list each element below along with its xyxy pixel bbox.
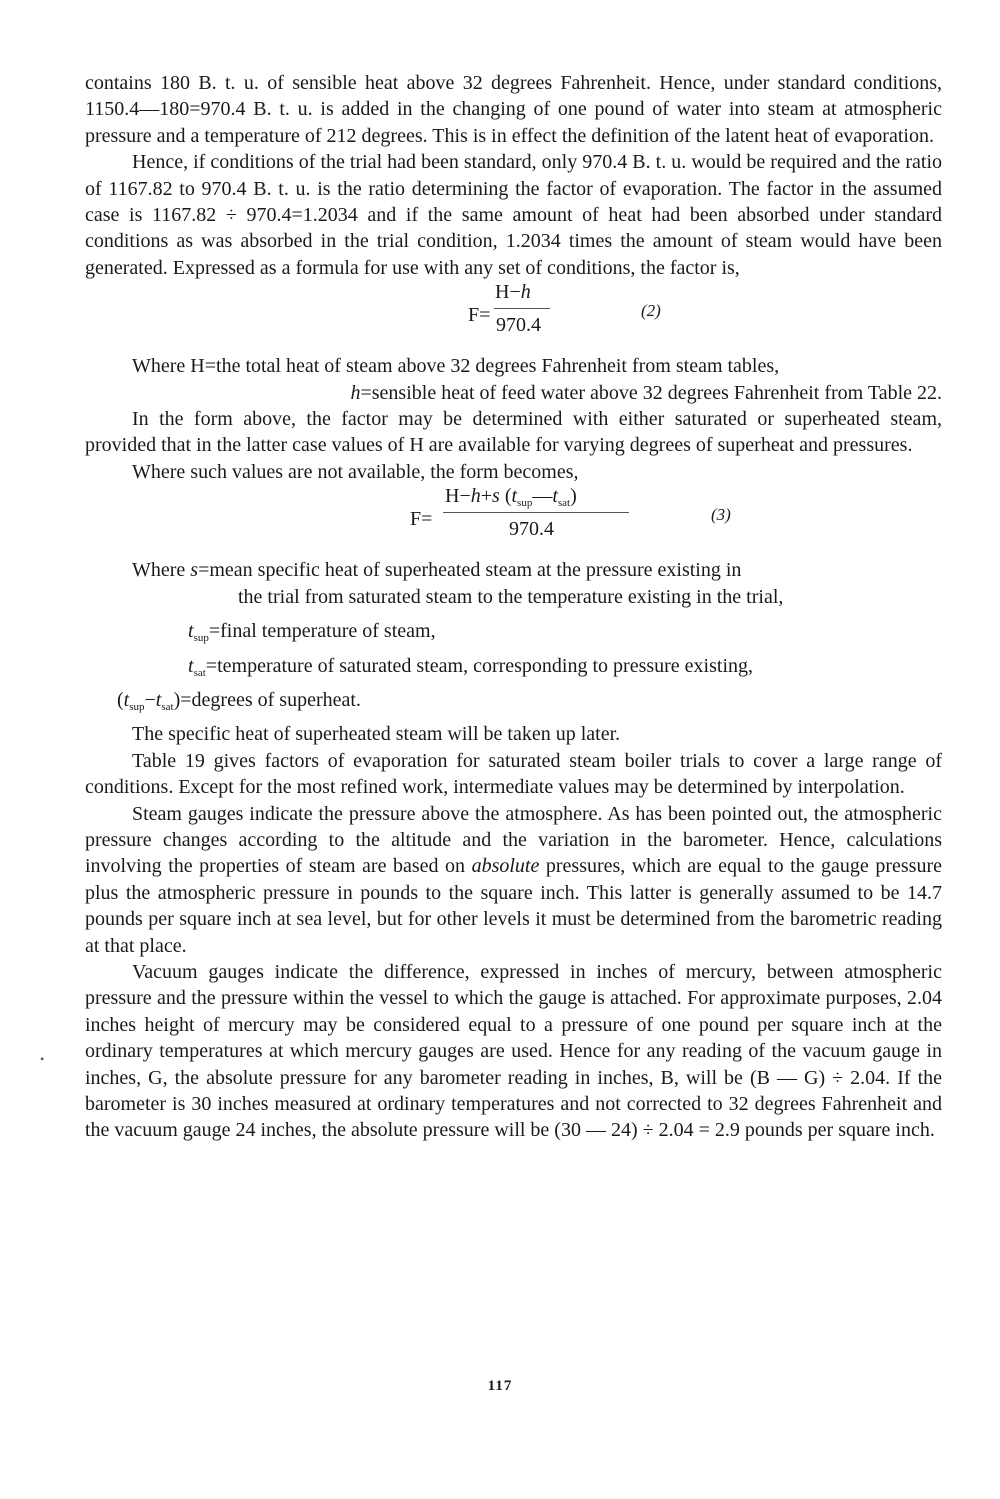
page-body	[85, 70, 942, 1144]
formula-3-lhs: F=	[410, 508, 433, 531]
definition-t-sat: $t_{sat}=temperature$ of saturated steam, corresponding to pressure existing,	[188, 654, 754, 679]
paragraph-latent-heat: contains 180 B. t. u. of sensible heat above 32 degrees Fahrenheit. Hence, under standard conditions, 1150.4—180=970.4 B. t. u. is added in the changing of one pound of water into steam at atmospheric pressure and a temperature of 212 degrees. This is in effect the definition of the latent heat of evaporation.	[85, 72, 942, 147]
definition-s: Where s=mean specific heat of superheated steam at the pressure existing in	[132, 559, 742, 582]
formula-2-number: (2)	[641, 301, 661, 321]
formula-3-denominator: 970.4	[509, 518, 554, 541]
formula-3	[85, 485, 942, 557]
definition-H: Where H=the total heat of steam above 32 degrees Fahrenheit from steam tables,	[132, 355, 780, 378]
definition-superheat: $(t_{sup}-t_{sat})=degrees$ of superheat.	[117, 688, 361, 713]
formula-2-lhs: F=	[468, 304, 491, 327]
formula-3-number: (3)	[711, 505, 731, 525]
formula-2-fraction-bar	[494, 308, 550, 309]
paragraph-saturated-superheated: In the form above, the factor may be determined with either saturated or superheated steam, provided that in the latter case values of H are available for varying degrees of superheat and pressures.	[85, 408, 942, 457]
formula-2-numerator: H−h	[495, 281, 531, 304]
definition-h: h=sensible heat of feed water above 32 degrees Fahrenheit from Table 22.	[350, 381, 942, 404]
paragraph-factor-of-evaporation: Hence, if conditions of the trial had been standard, only 970.4 B. t. u. would be required and the ratio of 1167.82 to 970.4 B. t. u. is the ratio determining the factor of evaporation. The factor in the assumed case is 1167.82 ÷ 970.4=1.2034 and if the same amount of heat had been absorbed under standard conditions as was absorbed in the trial condition, 1.2034 times the amount of steam would have been generated. Expressed as a formula for use with any set of conditions, the factor is,	[85, 151, 942, 279]
paragraph-form-becomes: Where such values are not available, the form becomes,	[132, 460, 579, 483]
margin-mark: •	[40, 1052, 45, 1066]
paragraph-steam-gauges: Steam gauges indicate the pressure above the atmosphere. As has been pointed out, the atmospheric pressure changes according to the altitude and the variation in the barometer. Hence, calculations involving the properties of steam are based on absolute pressures, which are equal to the gauge pressure plus the atmospheric pressure in pounds to the square inch. This latter is generally assumed to be 14.7 pounds per square inch at sea level, but for other levels it must be determined from the barometric reading at that place.	[85, 802, 942, 957]
italic-absolute: absolute	[471, 855, 540, 878]
paragraph-vacuum-gauges: Vacuum gauges indicate the difference, expressed in inches of mercury, between atmospheric pressure and the pressure within the vessel to which the gauge is attached. For approximate purposes, 2.04 inches height of mercury may be considered equal to a pressure of one pound per square inch at the ordinary temperatures at which mercury gauges are used. Hence for any reading of the vacuum gauge in inches, G, the absolute pressure for any barometer reading in inches, B, will be (B — G) ÷ 2.04. If the barometer is 30 inches measured at ordinary temperatures and not corrected to 32 degrees Fahrenheit and the vacuum gauge 24 inches, the absolute pressure will be (30 — 24) ÷ 2.04 = 2.9 pounds per square inch.	[85, 960, 942, 1142]
paragraph-specific-heat: The specific heat of superheated steam will be taken up later.	[132, 723, 621, 746]
formula-2-denominator: 970.4	[496, 314, 541, 337]
formula-3-fraction-bar	[443, 512, 629, 513]
definition-t-sup: $t_{sup}=final$ temperature of steam,	[188, 620, 436, 645]
formula-3-numerator: H−h+s $(t_{sup}—t_{sat})$	[445, 485, 577, 510]
paragraph-table-19: Table 19 gives factors of evaporation for saturated steam boiler trials to cover a large range of conditions. Except for the most refined work, intermediate values may be determined by interpolation.	[85, 749, 942, 799]
definition-s-continued: the trial from saturated steam to the temperature existing in the trial,	[238, 585, 784, 608]
formula-2	[85, 281, 942, 353]
page-number: 117	[487, 1378, 513, 1394]
